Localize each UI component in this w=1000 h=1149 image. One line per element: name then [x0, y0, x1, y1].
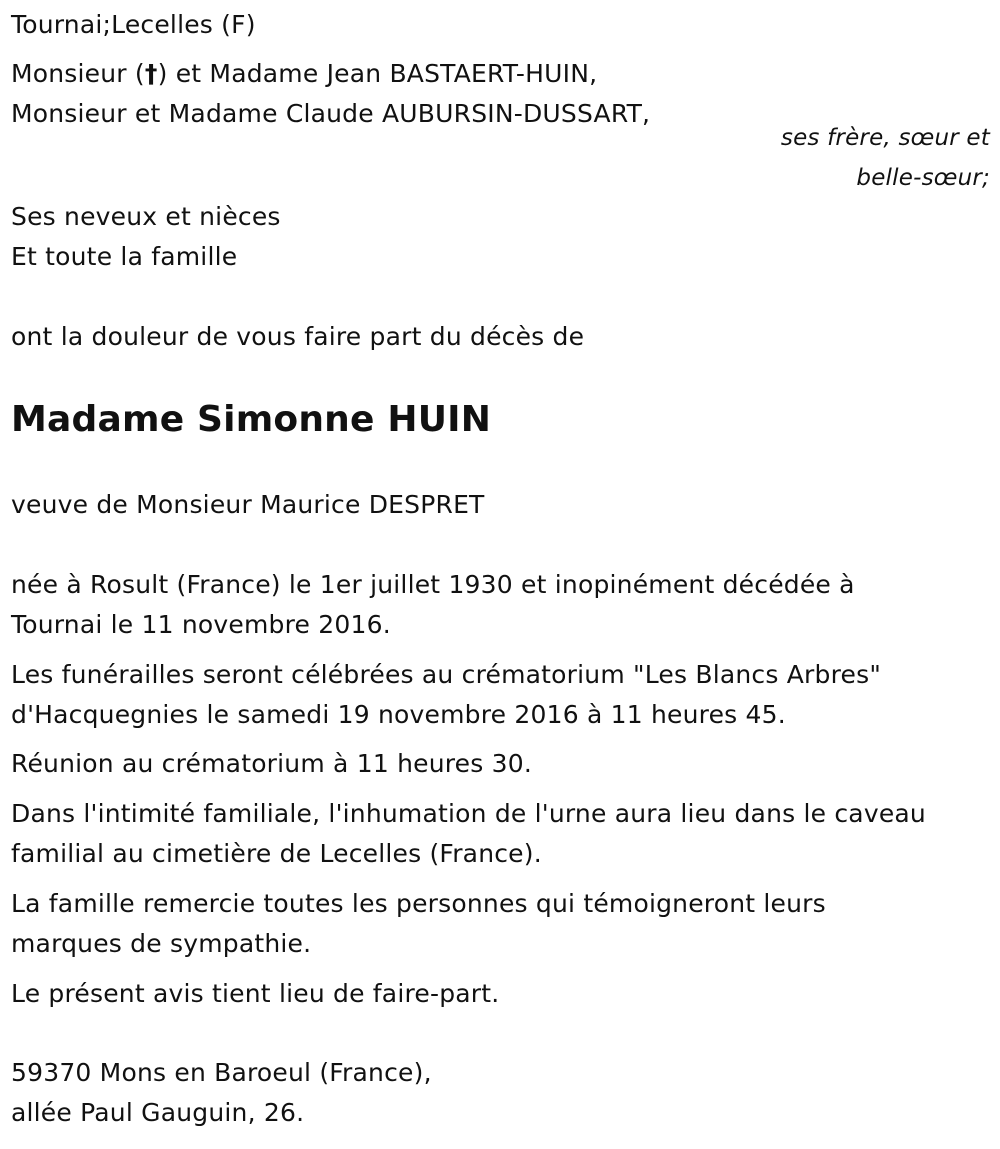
location-header: Tournai;Lecelles (F): [11, 10, 256, 39]
burial-line-2: familial au cimetière de Lecelles (France).: [11, 839, 542, 868]
burial-line-1: Dans l'intimité familiale, l'inhumation de l'urne aura lieu dans le caveau: [11, 799, 926, 828]
meeting-line: Réunion au crématorium à 11 heures 30.: [11, 749, 532, 778]
deceased-cross-icon: †: [144, 59, 158, 88]
funeral-line-1: Les funérailles seront célébrées au crématorium "Les Blancs Arbres": [11, 660, 882, 689]
announcement-text: ont la douleur de vous faire part du décès de: [11, 322, 585, 351]
birth-death-line-2: Tournai le 11 novembre 2016.: [11, 610, 391, 639]
family-line-whole-family: Et toute la famille: [11, 242, 238, 271]
thanks-line-1: La famille remercie toutes les personnes qui témoigneront leurs: [11, 889, 826, 918]
family-line-brother-suffix: ) et Madame Jean BASTAERT-HUIN,: [157, 59, 598, 88]
deceased-name: Madame Simonne HUIN: [11, 399, 492, 440]
family-line-brother: [11, 59, 597, 89]
family-line-brother-prefix: Monsieur (: [11, 59, 145, 88]
funeral-line-2: d'Hacquegnies le samedi 19 novembre 2016 à 11 heures 45.: [11, 700, 786, 729]
relation-line-2: belle-sœur;: [856, 165, 990, 191]
family-line-sister: Monsieur et Madame Claude AUBURSIN-DUSSART,: [11, 99, 651, 128]
family-line-nephews: Ses neveux et nièces: [11, 202, 281, 231]
thanks-line-2: marques de sympathie.: [11, 929, 312, 958]
address-line-1: 59370 Mons en Baroeul (France),: [11, 1058, 432, 1087]
relation-line-1: ses frère, sœur et: [780, 125, 990, 151]
widow-of-text: veuve de Monsieur Maurice DESPRET: [11, 490, 485, 519]
birth-death-line-1: née à Rosult (France) le 1er juillet 1930 et inopinément décédée à: [11, 570, 855, 599]
notice-line: Le présent avis tient lieu de faire-part.: [11, 979, 500, 1008]
address-line-2: allée Paul Gauguin, 26.: [11, 1098, 305, 1127]
